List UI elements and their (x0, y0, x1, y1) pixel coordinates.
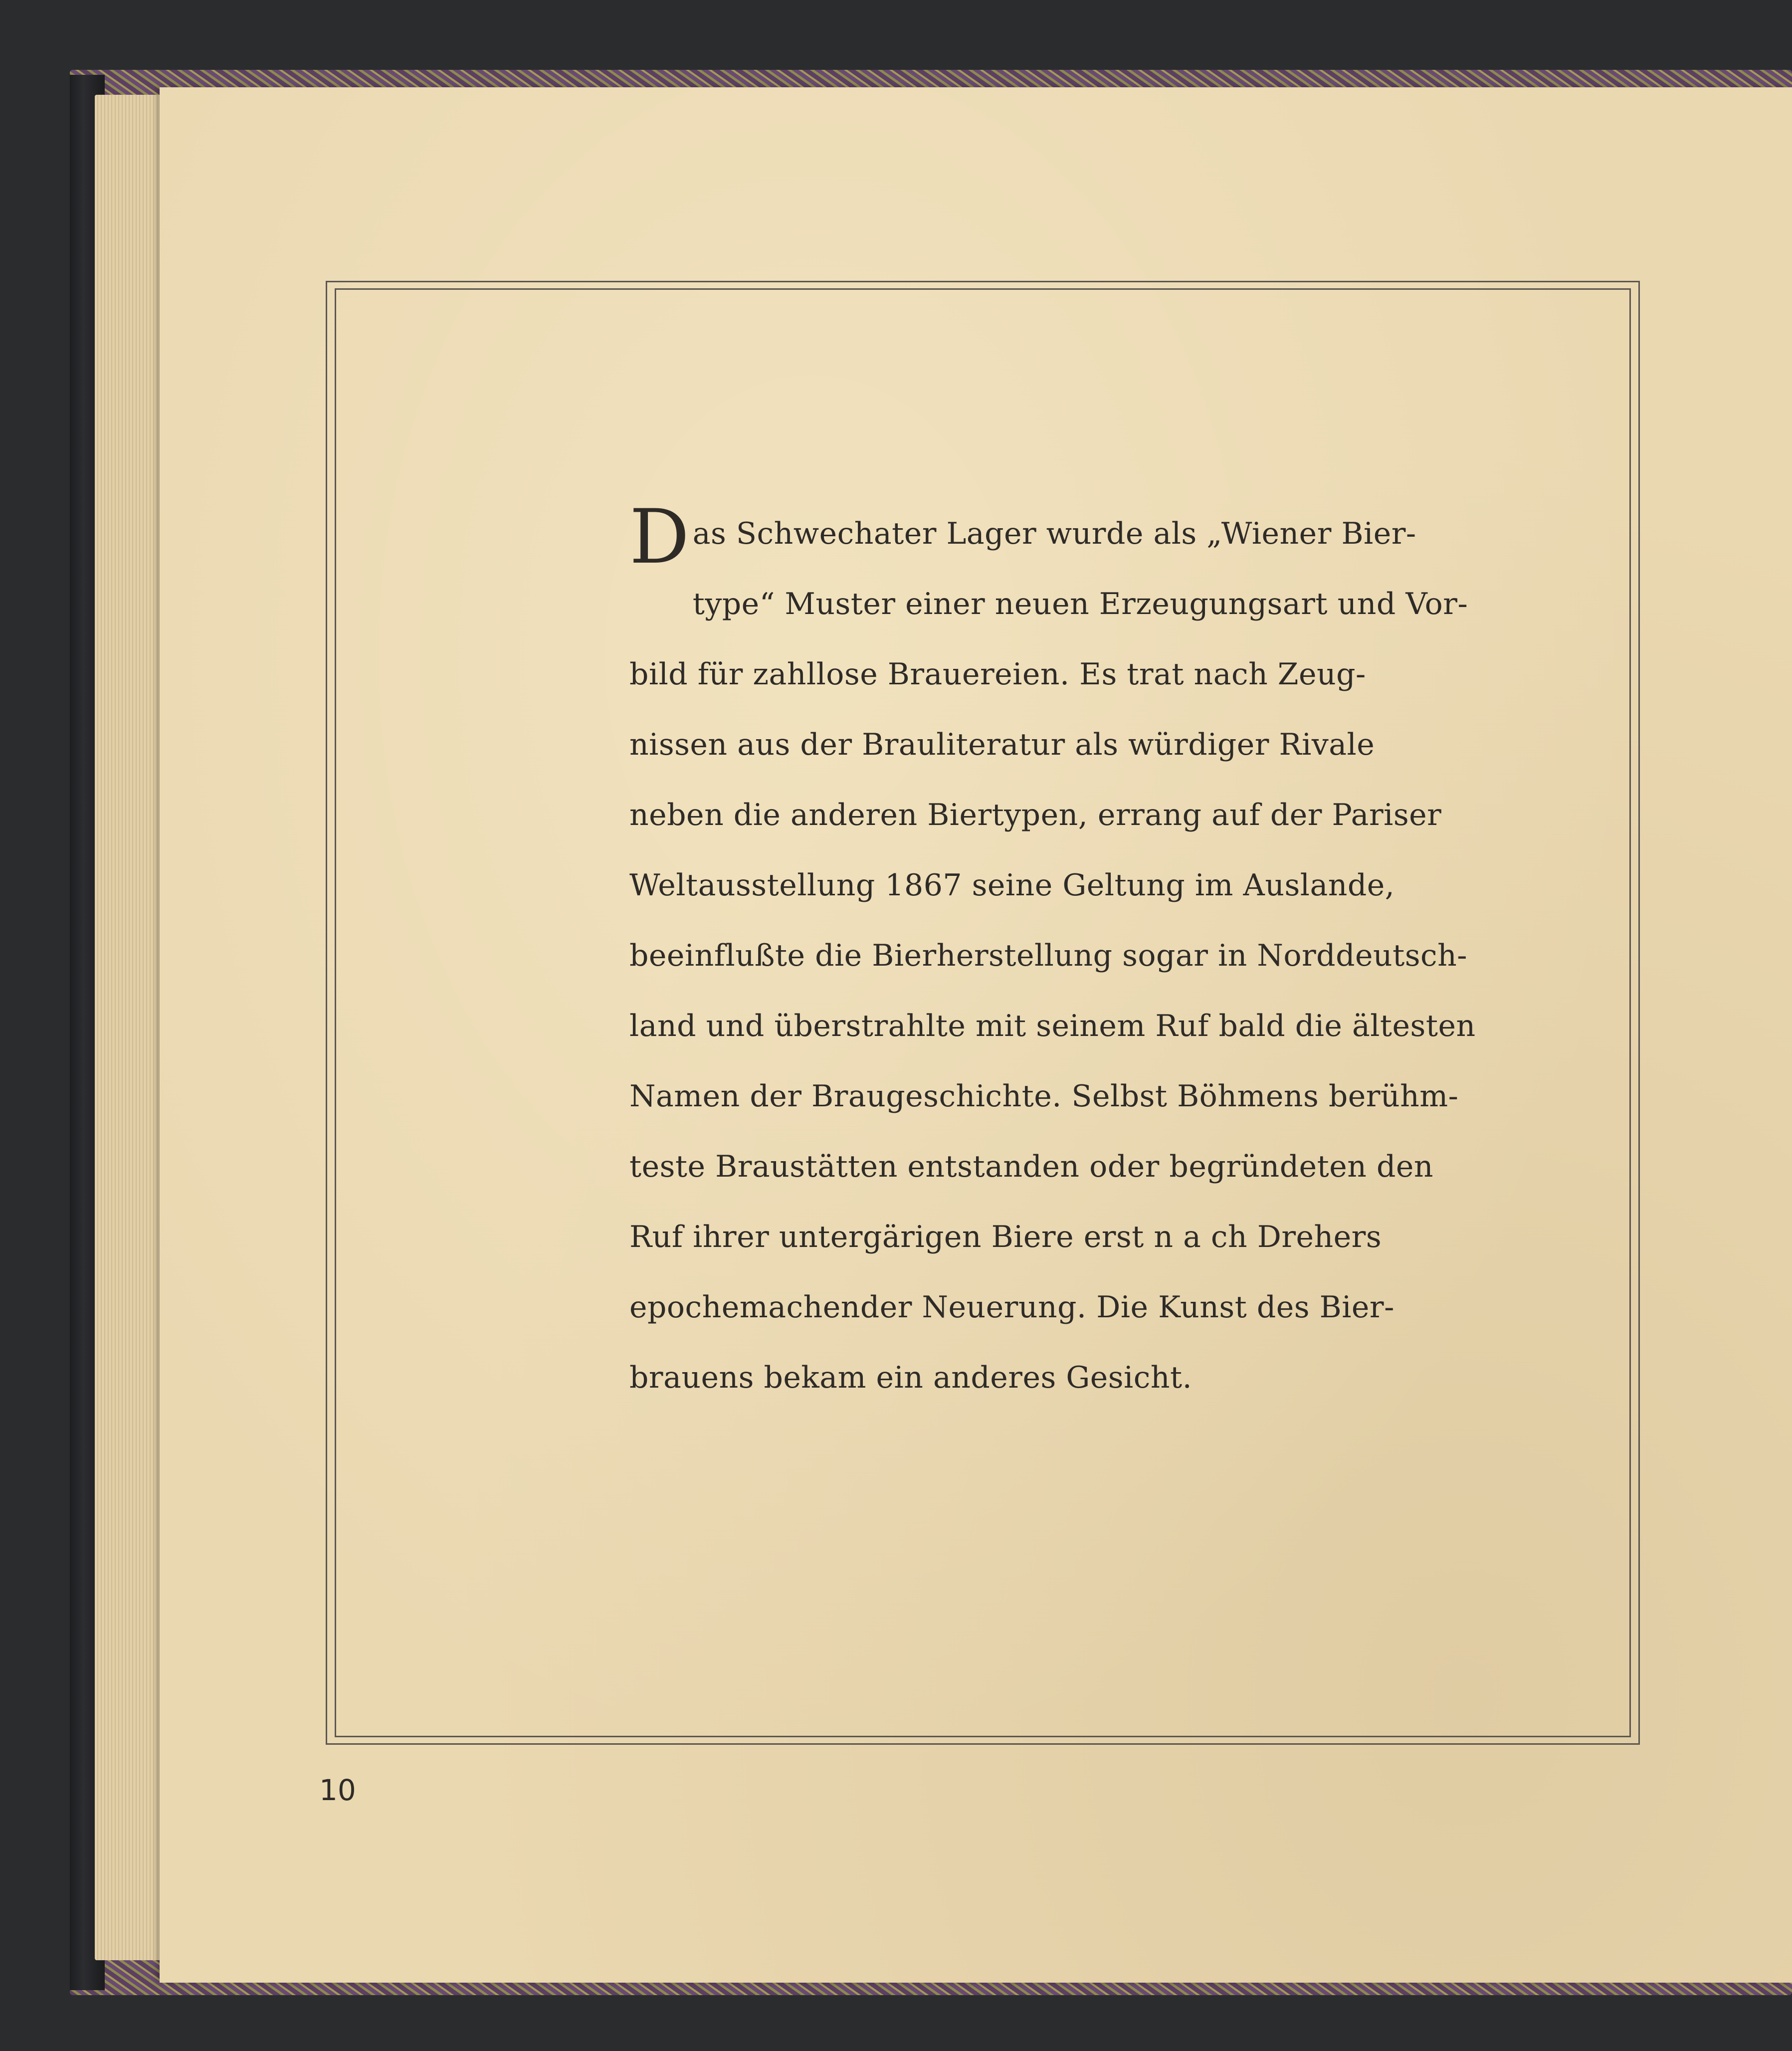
text-line-2: type“ Muster einer neuen Erzeugungsart und Vor- (692, 587, 1468, 621)
text-line-5: neben die anderen Biertypen, errang auf der Pariser (629, 798, 1442, 832)
text-line-4: nissen aus der Brauliteratur als würdiger Rivale (629, 727, 1375, 762)
text-line-12: epochemachender Neuerung. Die Kunst des Bier- (629, 1290, 1394, 1325)
page-number: 10 (319, 1773, 356, 1807)
text-line-10: teste Braustätten entstanden oder begründeten den (629, 1149, 1434, 1184)
drop-cap: D (629, 494, 690, 581)
text-line-3: bild für zahllose Brauereien. Es trat nach Zeug- (629, 657, 1366, 692)
text-line-13: brauens bekam ein anderes Gesicht. (629, 1360, 1193, 1395)
text-line-6: Weltausstellung 1867 seine Geltung im Auslande, (629, 868, 1395, 903)
text-line-7: beeinflußte die Bierherstellung sogar in Norddeutsch- (629, 938, 1468, 973)
text-line-8: land und überstrahlte mit seinem Ruf bald die ältesten (629, 1009, 1476, 1043)
text-line-1: as Schwechater Lager wurde als „Wiener Bier- (692, 516, 1416, 551)
text-line-11: Ruf ihrer untergärigen Biere erst n a ch Drehers (629, 1220, 1382, 1254)
body-text (629, 494, 1476, 1413)
text-line-9: Namen der Braugeschichte. Selbst Böhmens berühm- (629, 1079, 1459, 1114)
